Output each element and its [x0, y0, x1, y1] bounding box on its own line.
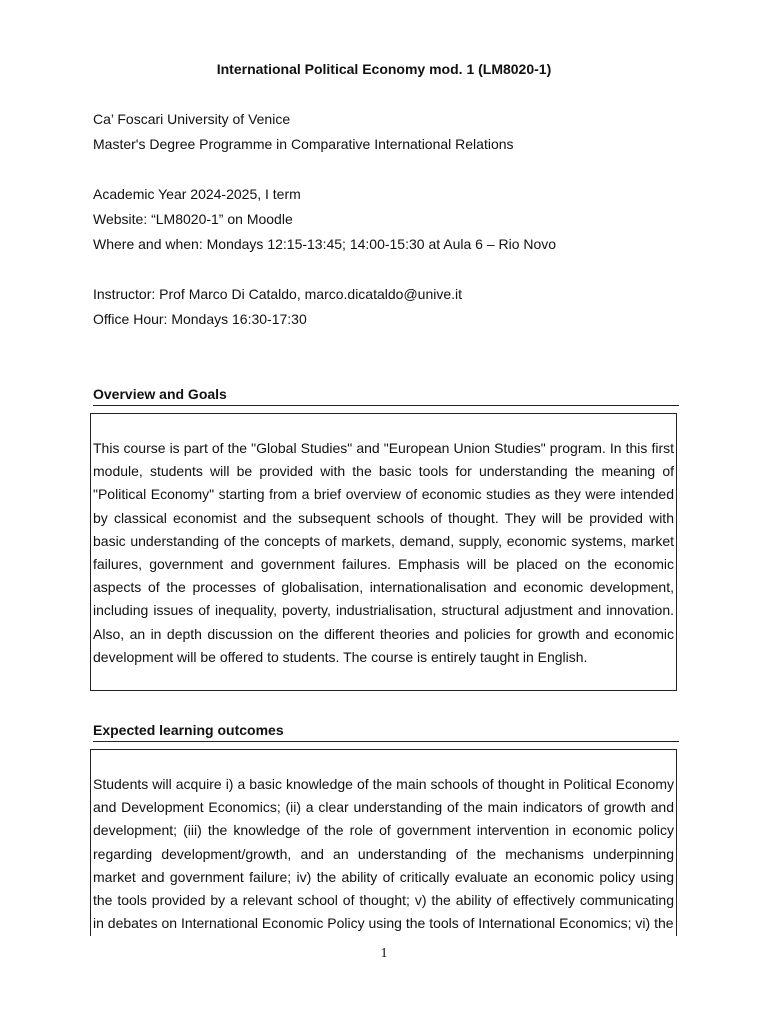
overview-box	[90, 413, 677, 691]
instructor-line: Instructor: Prof Marco Di Cataldo, marco.dicataldo@unive.it	[93, 286, 463, 302]
outcomes-heading: Expected learning outcomes	[93, 722, 679, 742]
page-number: 1	[380, 946, 388, 961]
page-title: International Political Economy mod. 1 (LM8020-1)	[216, 61, 552, 77]
outcomes-text: Students will acquire i) a basic knowledge of the main schools of thought in Political Economy and Development Economics; (ii) a clear understanding of the main indicators of growth and development; (iii) the knowledge of the role of government intervention in economic policy regarding development/growth, and an understanding of the mechanisms underpinning market and government failure; iv) the ability of critically evaluate an economic policy using the tools provided by a relevant school of thought; v) the ability of effectively communicating in debates on International Economic Policy using the tools of International Economics; vi) the	[93, 776, 674, 932]
university-line: Ca’ Foscari University of Venice	[93, 111, 291, 127]
outcomes-box	[90, 749, 677, 936]
academic-year-line: Academic Year 2024-2025, I term	[93, 186, 301, 202]
overview-text: This course is part of the "Global Studies" and "European Union Studies" program. In this first module, students will be provided with the basic tools for understanding the meaning of "Political Economy" starting from a brief overview of economic studies as they were intended by classical economist and the subsequent schools of thought. They will be provided with basic understanding of the concepts of markets, demand, supply, economic systems, market failures, government and government failures. Emphasis will be placed on the economic aspects of the processes of globalisation, internationalisation and economic development, including issues of inequality, poverty, industrialisation, structural adjustment and innovation. Also, an in depth discussion on the different theories and policies for growth and economic development will be offered to students. The course is entirely taught in English.	[93, 440, 674, 665]
programme-line: Master's Degree Programme in Comparative International Relations	[93, 136, 514, 152]
where-when-line: Where and when: Mondays 12:15-13:45; 14:00-15:30 at Aula 6 – Rio Novo	[93, 236, 557, 252]
overview-heading: Overview and Goals	[93, 386, 679, 406]
office-hour-line: Office Hour: Mondays 16:30-17:30	[93, 311, 307, 327]
website-line: Website: “LM8020-1” on Moodle	[93, 211, 293, 227]
